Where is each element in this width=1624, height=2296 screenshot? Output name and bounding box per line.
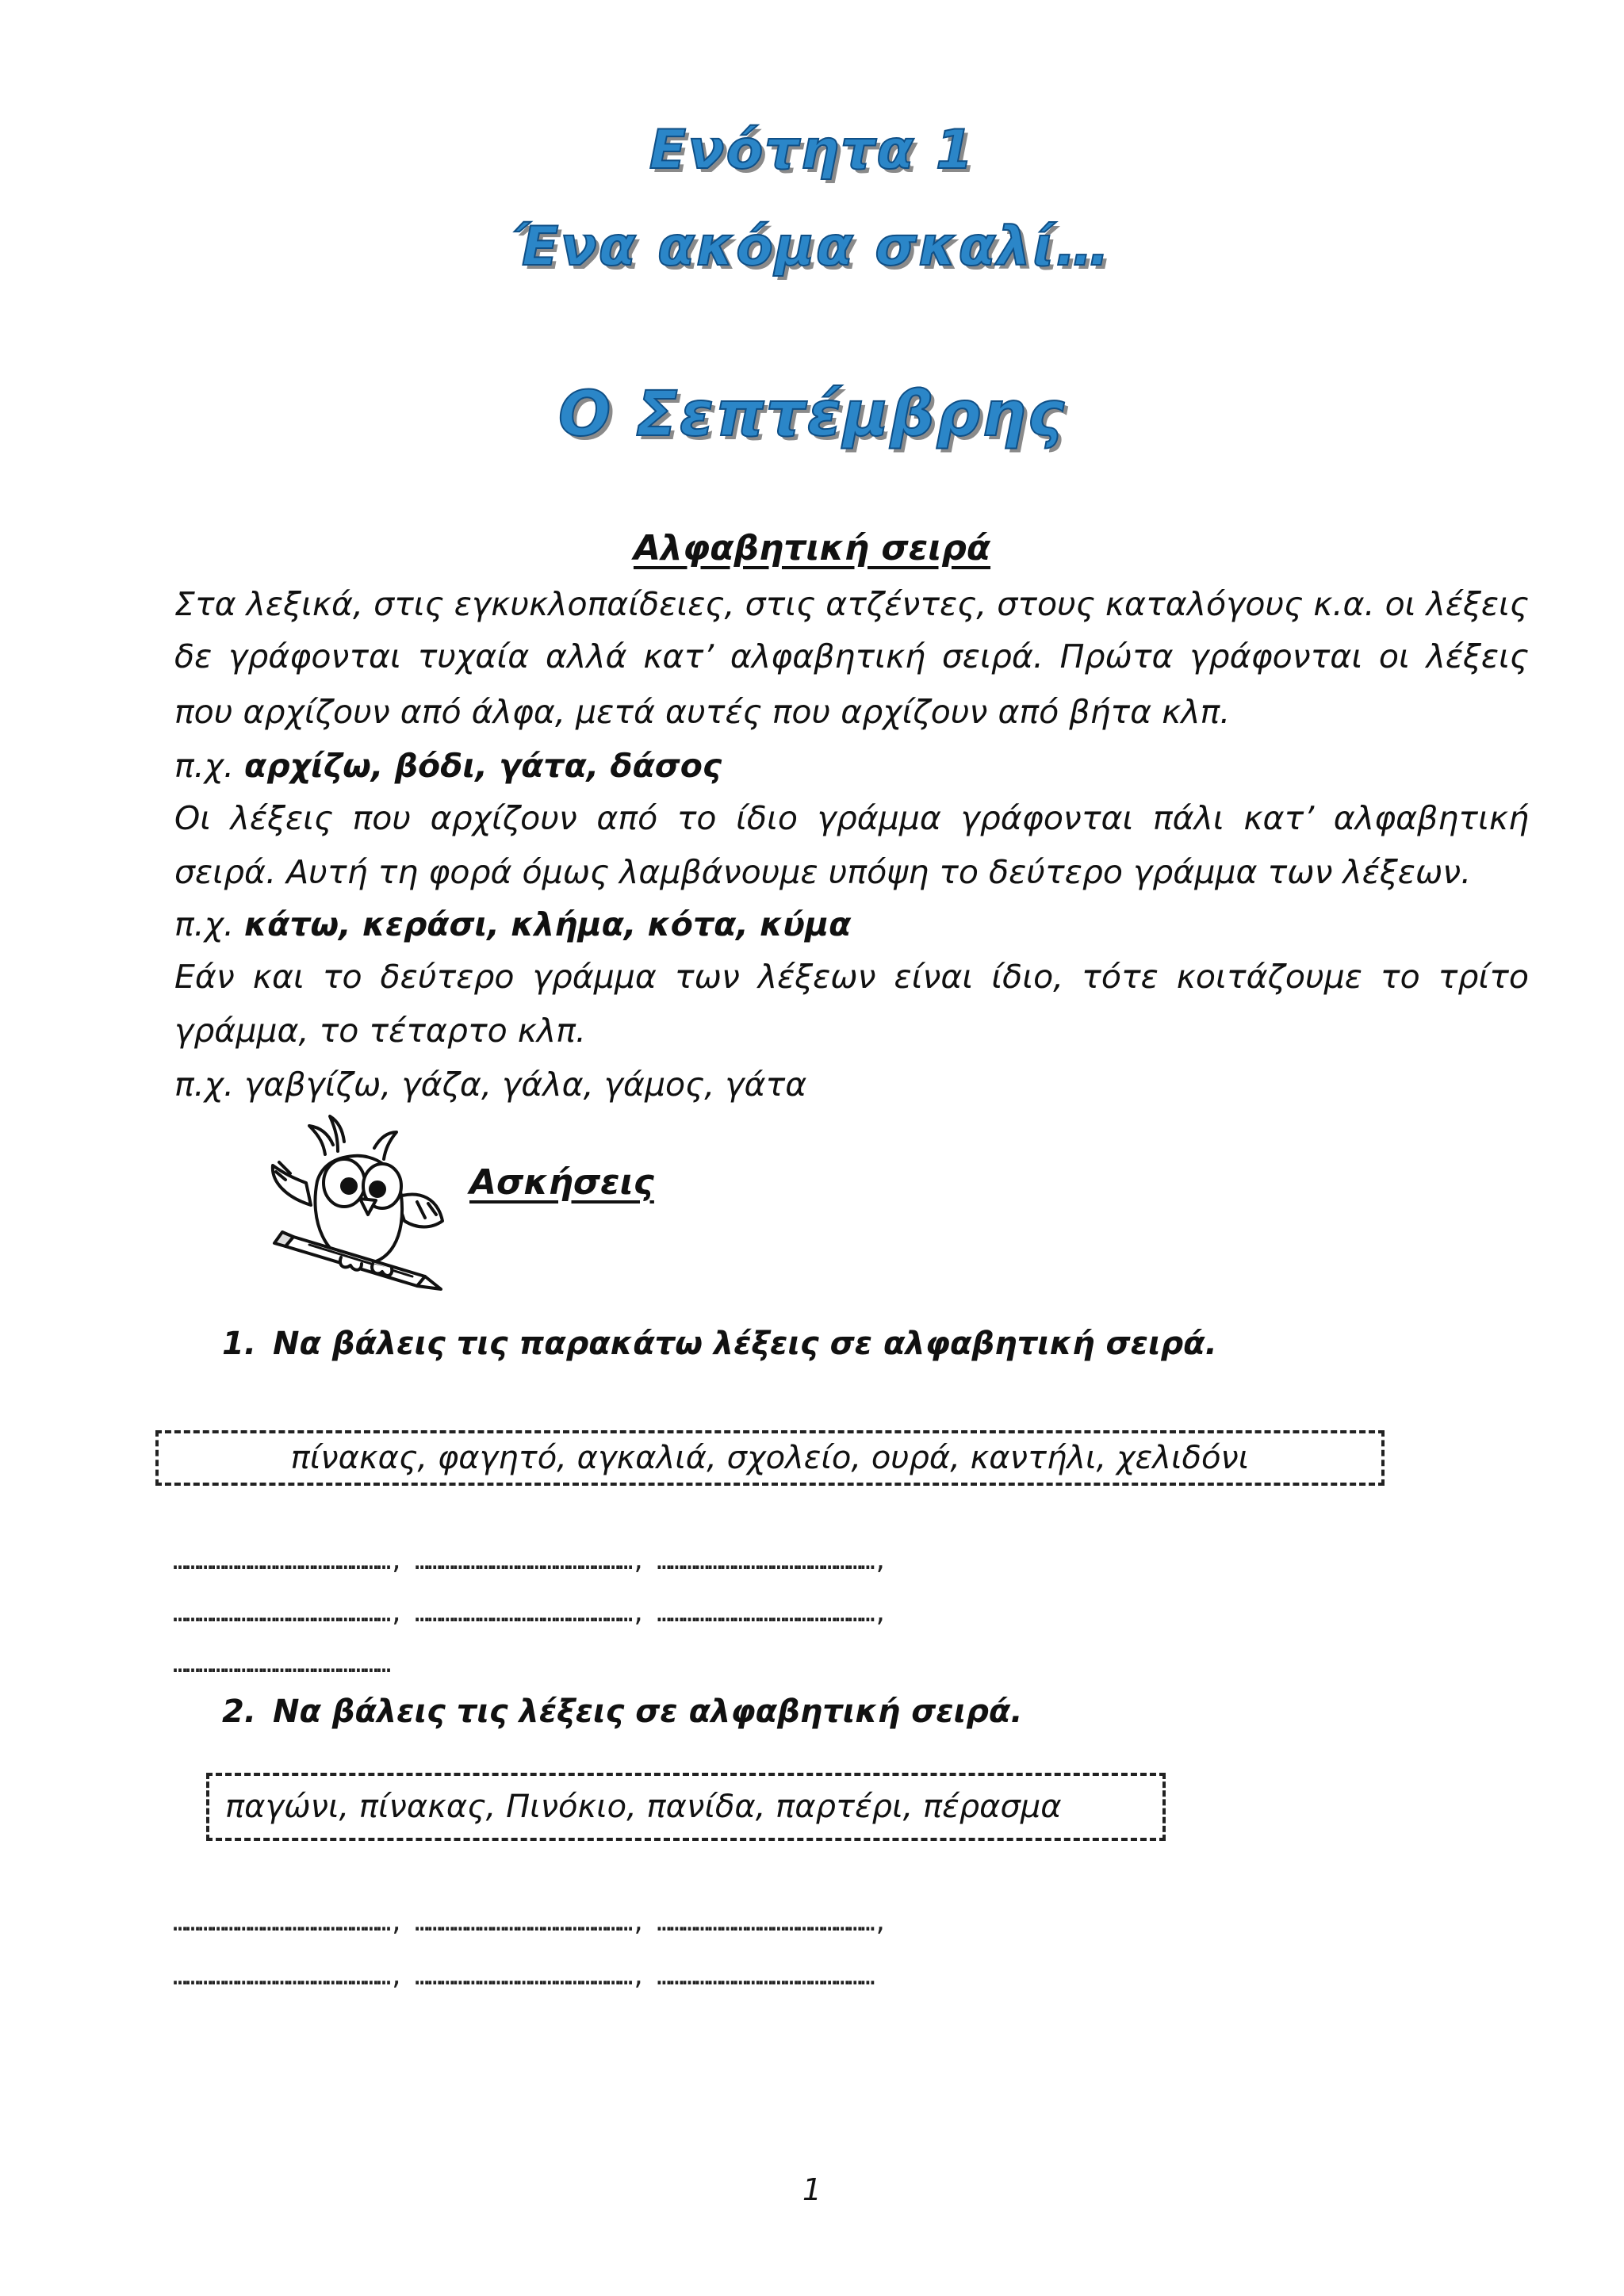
paragraph-line: Οι λέξεις που αρχίζουν από το ίδιο γράμμα γράφονται πάλι κατ’ αλφαβητική (174, 799, 1529, 837)
exercise-text: Να βάλεις τις λέξεις σε αλφαβητική σειρά. (273, 1693, 1023, 1730)
page-number: 1 (802, 2172, 822, 2207)
paragraph-line: Στα λεξικά, στις εγκυκλοπαίδειες, στις ατζέντες, στους καταλόγους κ.α. οι λέξεις (174, 585, 1529, 623)
paragraph-line: σειρά. Αυτή τη φορά όμως λαμβάνουμε υπόψη το δεύτερο γράμμα των λέξεων. (174, 853, 1472, 891)
exercise-text: Να βάλεις τις παρακάτω λέξεις σε αλφαβητική σειρά. (273, 1326, 1217, 1362)
answer-line[interactable]: …………………………………………… (173, 1651, 390, 1678)
exercises-heading: Ασκήσεις (469, 1162, 654, 1203)
word-box-2: παγώνι, πίνακας, Πινόκιο, πανίδα, παρτέρι, πέρασμα (206, 1773, 1166, 1841)
exercise-number: 1. (222, 1326, 257, 1362)
example-line (174, 899, 1529, 950)
answer-line[interactable]: ……………………………………………, ……………………………………………, ……………………………………………, (173, 1548, 887, 1575)
exercise-1-instruction (222, 1326, 1217, 1362)
example-prefix: π.χ. (174, 905, 245, 943)
paragraph-line: δε γράφονται τυχαία αλλά κατ’ αλφαβητική σειρά. Πρώτα γράφονται οι λέξεις (174, 637, 1529, 675)
lesson-title: Ο Σεπτέμβρης (558, 379, 1066, 450)
unit-title: Ενότητα 1 (649, 119, 975, 182)
paragraph-line: που αρχίζουν από άλφα, μετά αυτές που αρχίζουν από βήτα κλπ. (174, 693, 1231, 731)
paragraph-line: γράμμα, το τέταρτο κλπ. (174, 1012, 586, 1050)
word-box-1: πίνακας, φαγητό, αγκαλιά, σχολείο, ουρά, καντήλι, χελιδόνι (155, 1430, 1385, 1486)
example-line: π.χ. γαβγίζω, γάζα, γάλα, γάμος, γάτα (174, 1066, 807, 1104)
example-line (174, 740, 1529, 791)
answer-line[interactable]: ……………………………………………, ……………………………………………, …………………………………………… (173, 1963, 874, 1991)
example-words: κάτω, κεράσι, κλήμα, κότα, κύμα (244, 905, 852, 943)
unit-subtitle: Ένα ακόμα σκαλί… (513, 216, 1111, 278)
answer-line[interactable]: ……………………………………………, ……………………………………………, ……………………………………………, (173, 1909, 887, 1937)
section-heading: Αλφαβητική σειρά (633, 528, 991, 568)
exercise-2-instruction (222, 1693, 1023, 1730)
exercise-number: 2. (222, 1693, 257, 1730)
example-words: αρχίζω, βόδι, γάτα, δάσος (244, 747, 722, 785)
paragraph-line: Εάν και το δεύτερο γράμμα των λέξεων είναι ίδιο, τότε κοιτάζουμε το τρίτο (174, 958, 1529, 996)
answer-line[interactable]: ……………………………………………, ……………………………………………, ……………………………………………, (173, 1600, 887, 1628)
example-prefix: π.χ. (174, 747, 245, 785)
owl-with-pencil-icon (262, 1110, 452, 1292)
